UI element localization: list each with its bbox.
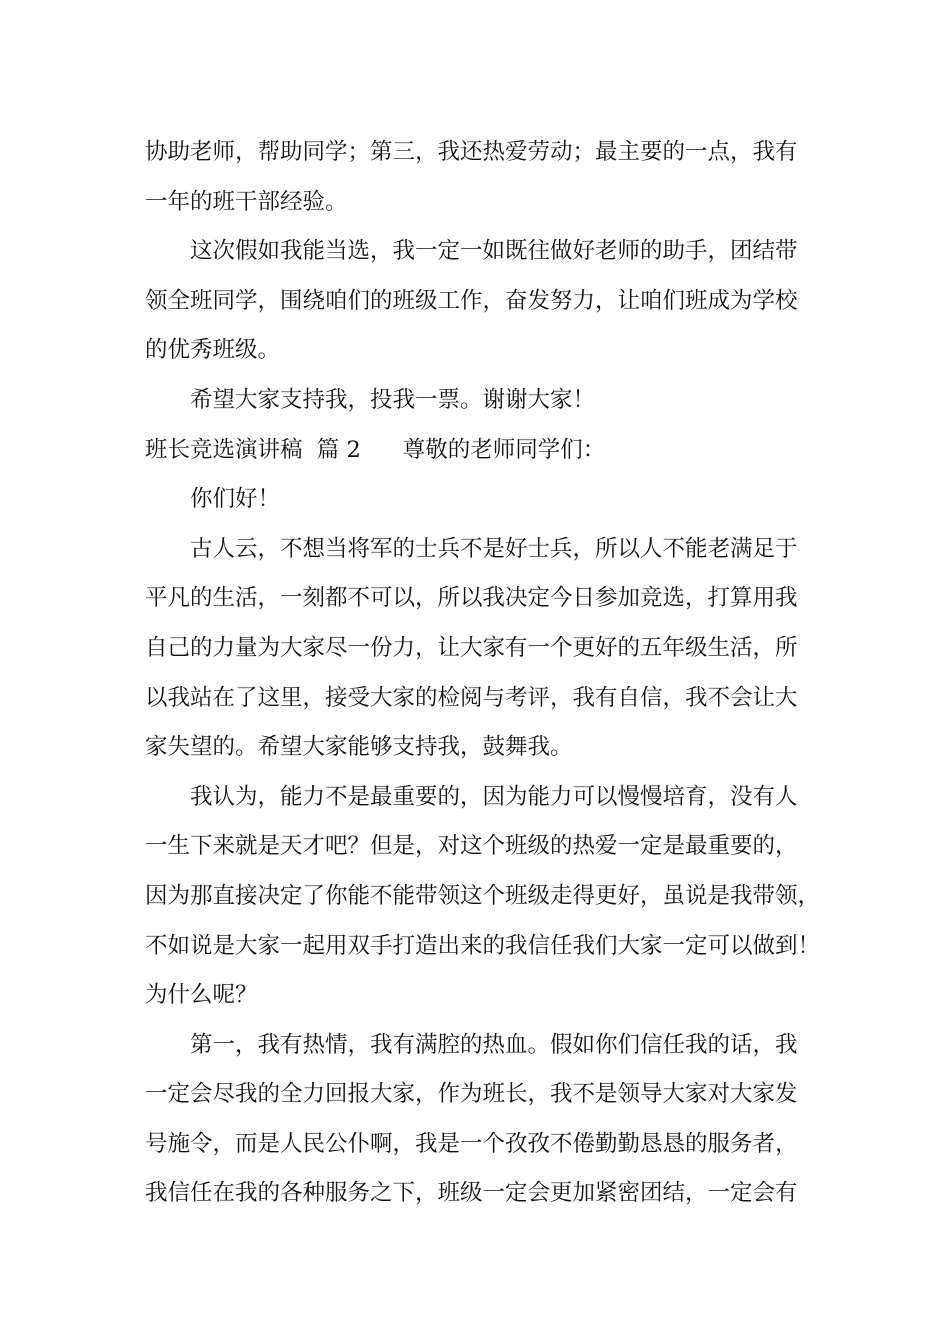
text-line: 我信任在我的各种服务之下，班级一定会更加紧密团结，一定会有 [145, 1180, 798, 1207]
text-line: 自己的力量为大家尽一份力，让大家有一个更好的五年级生活，所 [145, 634, 798, 661]
text-line: 一定会尽我的全力回报大家，作为班长，我不是领导大家对大家发 [145, 1081, 798, 1108]
text-line: 因为那直接决定了你能不能带领这个班级走得更好，虽说是我带领， [145, 882, 821, 909]
text-line: 协助老师，帮助同学；第三，我还热爱劳动；最主要的一点，我有 [145, 139, 798, 165]
text-line: 以我站在了这里，接受大家的检阅与考评，我有自信，我不会让大 [145, 684, 798, 711]
document-body [145, 128, 825, 1219]
paragraph-start: 这次假如我能当选，我一定一如既往做好老师的助手，团结带 [190, 238, 798, 265]
paragraph-start: 希望大家支持我，投我一票。谢谢大家！ [190, 386, 596, 413]
text-line: 家失望的。希望大家能够支持我，鼓舞我。 [145, 734, 573, 761]
text-line: 为什么呢？ [145, 982, 258, 1009]
salutation: 尊敬的老师同学们： [402, 436, 606, 463]
text-line: 一年的班干部经验。 [145, 188, 348, 215]
paragraph-start: 第一，我有热情，我有满腔的热血。假如你们信任我的话，我 [190, 1031, 798, 1058]
text-line: 平凡的生活，一刻都不可以，所以我决定今日参加竞选，打算用我 [145, 585, 798, 612]
text-line: 领全班同学，围绕咱们的班级工作，奋发努力，让咱们班成为学校 [145, 287, 798, 314]
paragraph-start: 古人云，不想当将军的士兵不是好士兵，所以人不能老满足于 [190, 535, 798, 562]
text-line: 一生下来就是天才吧？但是，对这个班级的热爱一定是最重要的， [145, 833, 798, 860]
section-heading [145, 426, 825, 476]
text-line: 不如说是大家一起用双手打造出来的我信任我们大家一定可以做到！ [145, 932, 821, 959]
text-line: 号施令，而是人民公仆啊，我是一个孜孜不倦勤勤恳恳的服务者， [145, 1130, 798, 1157]
text-line: 的优秀班级。 [145, 337, 281, 364]
section-title: 班长竞选演讲稿 篇 2 [145, 436, 361, 463]
paragraph-start: 你们好！ [190, 486, 281, 513]
paragraph-start: 我认为，能力不是最重要的，因为能力可以慢慢培育，没有人 [190, 783, 798, 810]
